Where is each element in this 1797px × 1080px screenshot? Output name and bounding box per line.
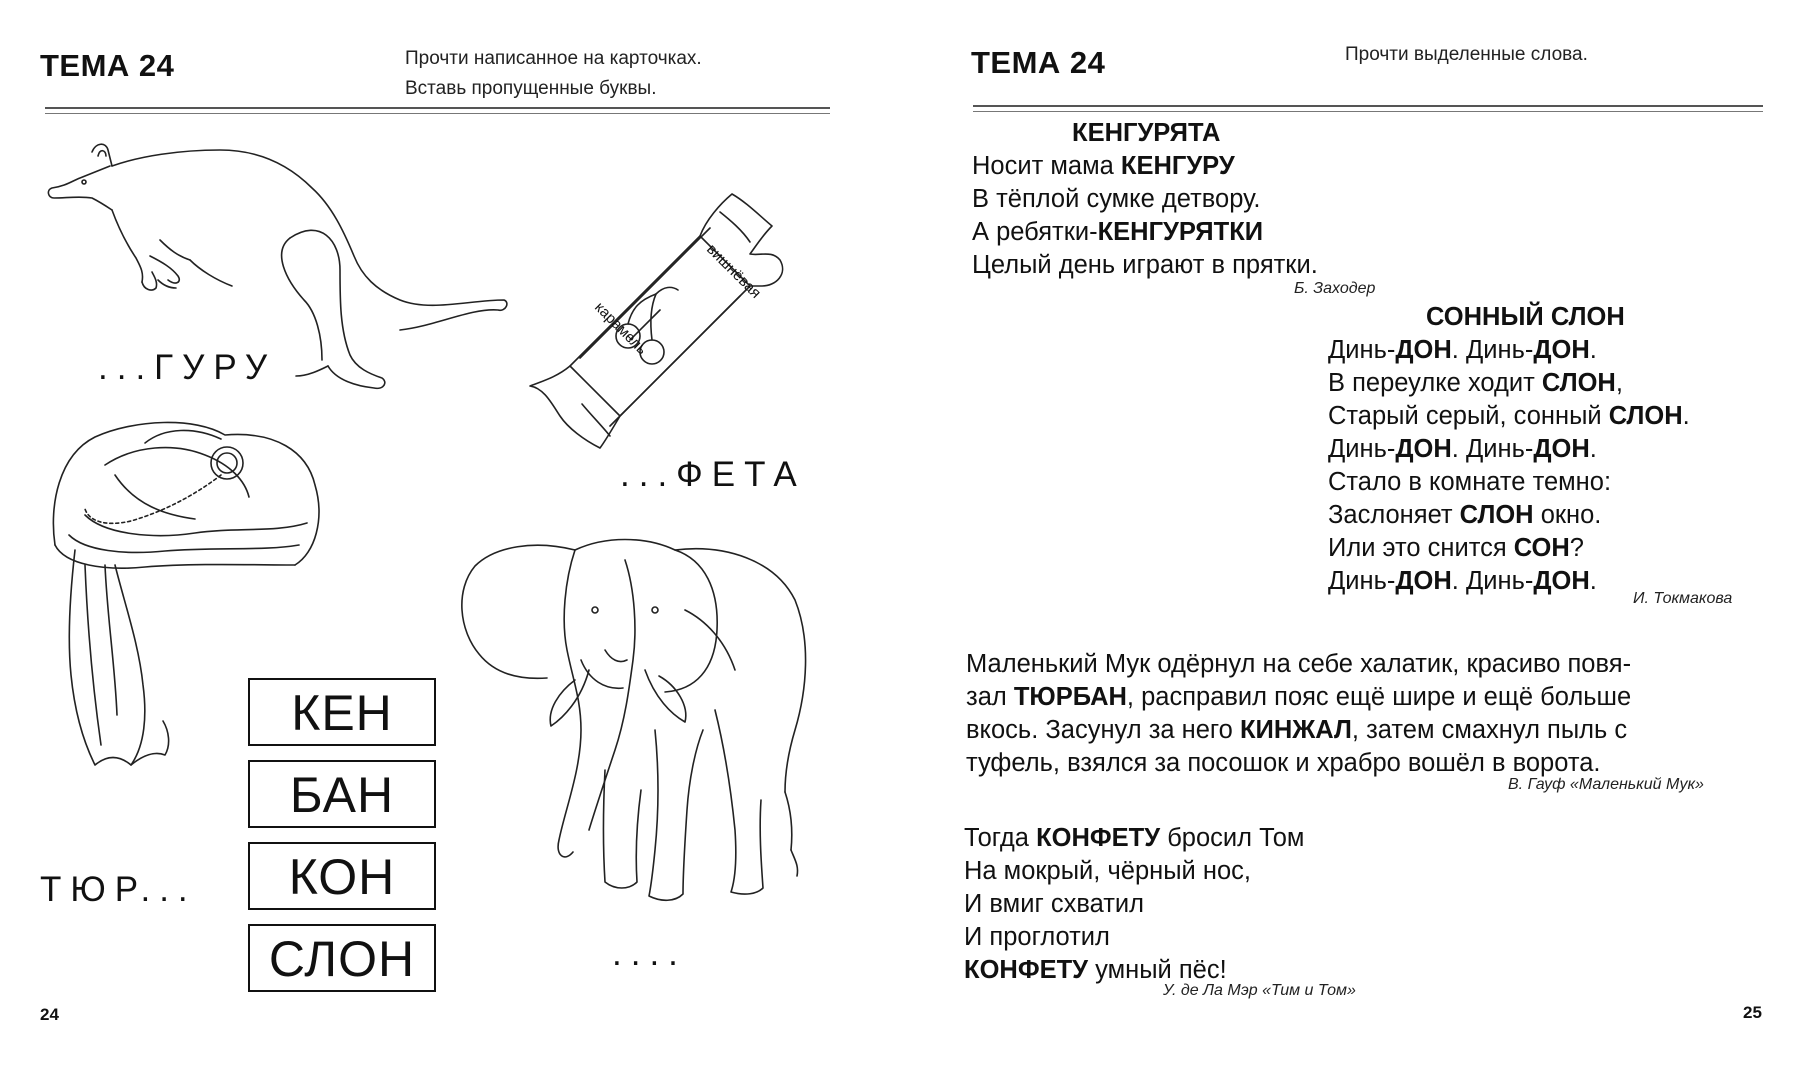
poem-line: На мокрый, чёрный нос, (964, 857, 1251, 885)
poem-line: КОНФЕТУ умный пёс! (964, 956, 1227, 984)
syllable-card-2: БАН (248, 760, 436, 828)
poem-sonny-slon-title-block (1426, 301, 1625, 334)
page-number-left: 24 (40, 1005, 59, 1024)
blank-word-candy: ...ФЕТА (620, 455, 806, 494)
author-tokmakova: И. Токмакова (1633, 590, 1733, 607)
poem-line: Или это снится СОН? (1328, 534, 1584, 562)
poem-line: И проглотил (964, 923, 1110, 951)
header-rule-thin (45, 113, 830, 114)
instruction-line-1: Прочти написанное на карточках. (405, 48, 702, 69)
poem-kengurjata (972, 150, 1318, 282)
right-page (898, 0, 1797, 1080)
prose-malenkiy-muk (966, 648, 1631, 780)
elephant-illustration (455, 530, 815, 920)
instruction-right: Прочти выделенные слова. (1345, 44, 1588, 65)
poem-line: Старый серый, сонный СЛОН. (1328, 402, 1690, 430)
prose-line: туфель, взялся за посошок и храбро вошёл в ворота. (966, 749, 1601, 777)
poem-line: Динь-ДОН. Динь-ДОН. (1328, 435, 1597, 463)
poem-line: Тогда КОНФЕТУ бросил Том (964, 824, 1305, 852)
poem-sonny-slon (1328, 334, 1690, 598)
candy-label-top: вишнёвая (703, 240, 765, 302)
theme-title-left: ТЕМА 24 (40, 48, 175, 83)
author-gauf: В. Гауф «Маленький Мук» (1508, 776, 1704, 793)
syllable-card-4: СЛОН (248, 924, 436, 992)
prose-line: Маленький Мук одёрнул на себе халатик, красиво повя- (966, 650, 1632, 678)
header-rule (45, 107, 830, 109)
prose-line: вкось. Засунул за него КИНЖАЛ, затем смахнул пыль с (966, 716, 1628, 744)
poem-tim-i-tom (964, 822, 1304, 987)
poem-line: И вмиг схватил (964, 890, 1145, 918)
syllable-card-3: КОН (248, 842, 436, 910)
header-rule-right (973, 105, 1763, 107)
candy-illustration (510, 190, 830, 450)
author-zakhoder: Б. Заходер (1294, 280, 1376, 297)
page-number-right: 25 (1743, 1003, 1762, 1022)
poem-line: В переулке ходит СЛОН, (1328, 369, 1623, 397)
poem-line: Динь-ДОН. Динь-ДОН. (1328, 567, 1597, 595)
poem-line: Заслоняет СЛОН окно. (1328, 501, 1602, 529)
poem-line: Стало в комнате темно: (1328, 468, 1612, 496)
prose-line: зал ТЮРБАН, расправил пояс ещё шире и ещё больше (966, 683, 1632, 711)
blank-word-elephant: .... (612, 934, 687, 973)
instructions-left (405, 44, 702, 104)
blank-word-kangaroo: ...ГУРУ (98, 348, 277, 387)
theme-title-right: ТЕМА 24 (971, 45, 1106, 80)
poem-line: А ребятки-КЕНГУРЯТКИ (972, 218, 1264, 246)
poem-line: Динь-ДОН. Динь-ДОН. (1328, 336, 1597, 364)
poem-title: СОННЫЙ СЛОН (1426, 303, 1625, 331)
header-rule-thin-right (973, 111, 1763, 112)
instruction-line-2: Вставь пропущенные буквы. (405, 78, 657, 99)
candy-label-bottom: карамель (591, 298, 651, 358)
author-de-la-mer: У. де Ла Мэр «Тим и Том» (1163, 982, 1356, 999)
poem-kengurjata-title-block (1072, 117, 1220, 150)
syllable-card-1: КЕН (248, 678, 436, 746)
blank-word-turban: ТЮР... (40, 870, 197, 909)
poem-line: В тёплой сумке детвору. (972, 185, 1261, 213)
poem-line: Целый день играют в прятки. (972, 251, 1318, 279)
poem-title: КЕНГУРЯТА (1072, 119, 1221, 147)
left-page (0, 0, 898, 1080)
poem-line: Носит мама КЕНГУРУ (972, 152, 1235, 180)
